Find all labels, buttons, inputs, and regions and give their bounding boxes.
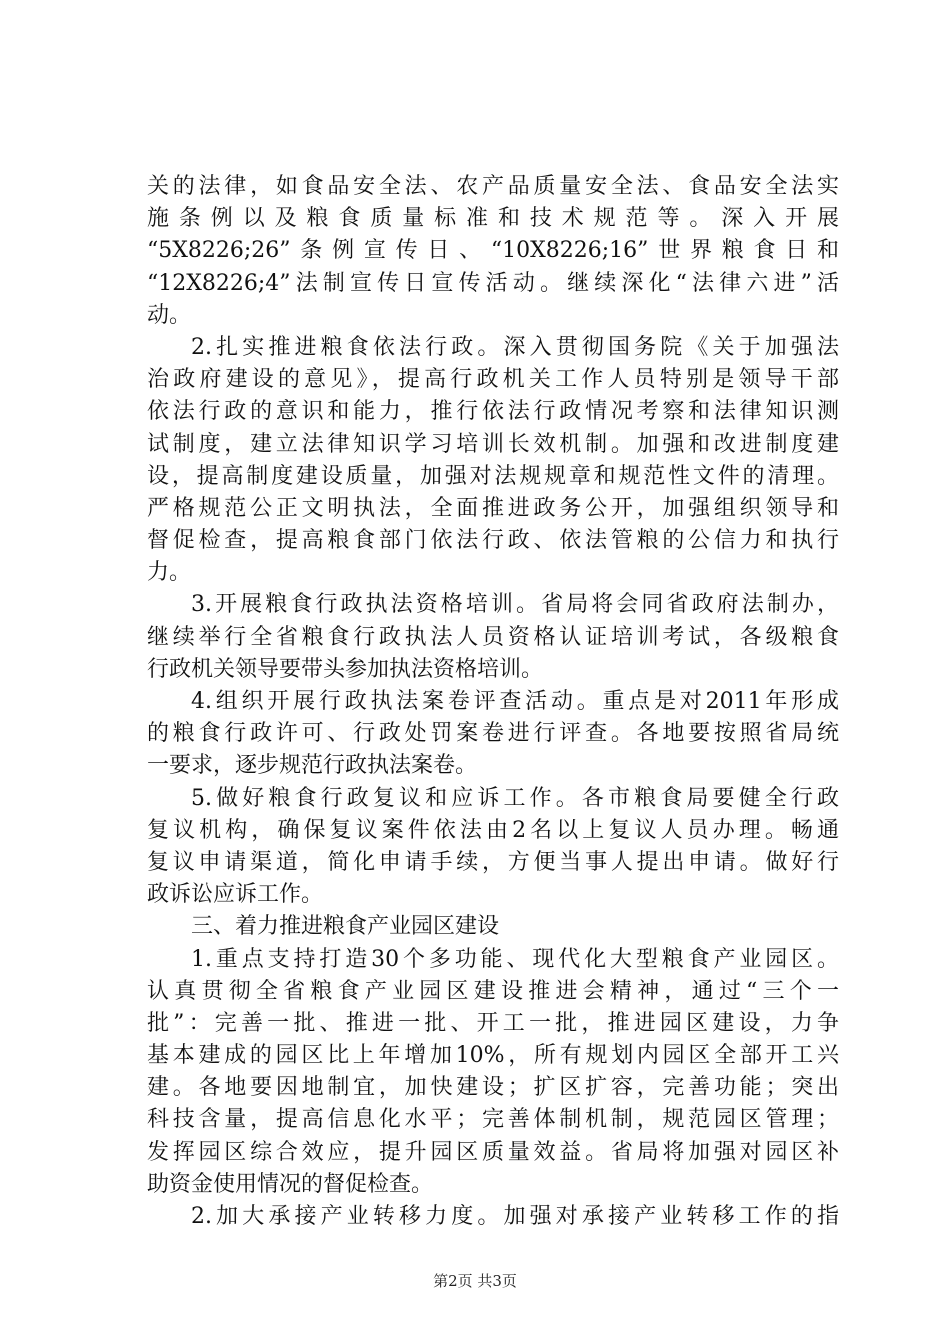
text-line: 2.扎实推进粮食依法行政。深入贯彻国务院《关于加强法 [191, 334, 839, 360]
text-line: 试制度，建立法律知识学习培训长效机制。加强和改进制度建 [147, 431, 839, 457]
text-line: 政诉讼应诉工作。 [147, 882, 324, 908]
text-line: 依法行政的意识和能力，推行依法行政情况考察和法律知识测 [147, 399, 839, 425]
text-line: 的粮食行政许可、行政处罚案卷进行评查。各地要按照省局统 [147, 721, 839, 747]
text-line: 科技含量，提高信息化水平；完善体制机制，规范园区管理； [147, 1107, 839, 1133]
text-line: 批”：完善一批、推进一批、开工一批，推进园区建设，力争 [147, 1010, 839, 1036]
text-line: 复议申请渠道，简化申请手续，方便当事人提出申请。做好行 [147, 849, 839, 875]
text-line: 2.加大承接产业转移力度。加强对承接产业转移工作的指 [191, 1204, 839, 1229]
text-line: 设，提高制度建设质量，加强对法规规章和规范性文件的清理。 [147, 463, 839, 489]
text-line: 治政府建设的意见》，提高行政机关工作人员特别是领导干部 [147, 367, 839, 393]
page-number: 第2页 共3页 [433, 1272, 517, 1290]
text-line: 复议机构，确保复议案件依法由2名以上复议人员办理。畅通 [147, 817, 839, 843]
text-line: 施条例以及粮食质量标准和技术规范等。深入开展 [147, 206, 839, 232]
text-line: 4.组织开展行政执法案卷评查活动。重点是对2011年形成 [191, 689, 839, 714]
text-line: 动。 [147, 302, 192, 328]
text-line: 行政机关领导要带头参加执法资格培训。 [147, 656, 544, 682]
text-line: “12X8226;4”法制宣传日宣传活动。继续深化“法律六进”活 [147, 270, 839, 296]
text-line: 严格规范公正文明执法，全面推进政务公开，加强组织领导和 [147, 495, 839, 521]
text-line: 督促检查，提高粮食部门依法行政、依法管粮的公信力和执行 [147, 528, 839, 554]
text-line: 3.开展粮食行政执法资格培训。省局将会同省政府法制办， [191, 592, 839, 618]
text-line: 发挥园区综合效应，提升园区质量效益。省局将加强对园区补 [147, 1139, 839, 1165]
text-line: 1.重点支持打造30个多功能、现代化大型粮食产业园区。 [191, 946, 839, 972]
text-line: 建。各地要因地制宜，加快建设；扩区扩容，完善功能；突出 [147, 1075, 839, 1101]
text-line: “5X8226;26”条例宣传日、“10X8226;16”世界粮食日和 [147, 238, 839, 264]
text-line: 继续举行全省粮食行政执法人员资格认证培训考试，各级粮食 [147, 624, 839, 650]
text-line: 助资金使用情况的督促检查。 [147, 1171, 434, 1197]
body-text [147, 171, 839, 1233]
text-line: 力。 [147, 560, 192, 586]
text-line: 一要求，逐步规范行政执法案卷。 [147, 753, 478, 779]
section-heading: 三、着力推进粮食产业园区建设 [191, 914, 500, 940]
text-line: 关的法律，如食品安全法、农产品质量安全法、食品安全法实 [147, 174, 839, 199]
text-line: 认真贯彻全省粮食产业园区建设推进会精神，通过“三个一 [147, 978, 839, 1004]
text-line: 基本建成的园区比上年增加10%，所有规划内园区全部开工兴 [147, 1043, 839, 1069]
text-line: 5.做好粮食行政复议和应诉工作。各市粮食局要健全行政 [191, 785, 839, 811]
